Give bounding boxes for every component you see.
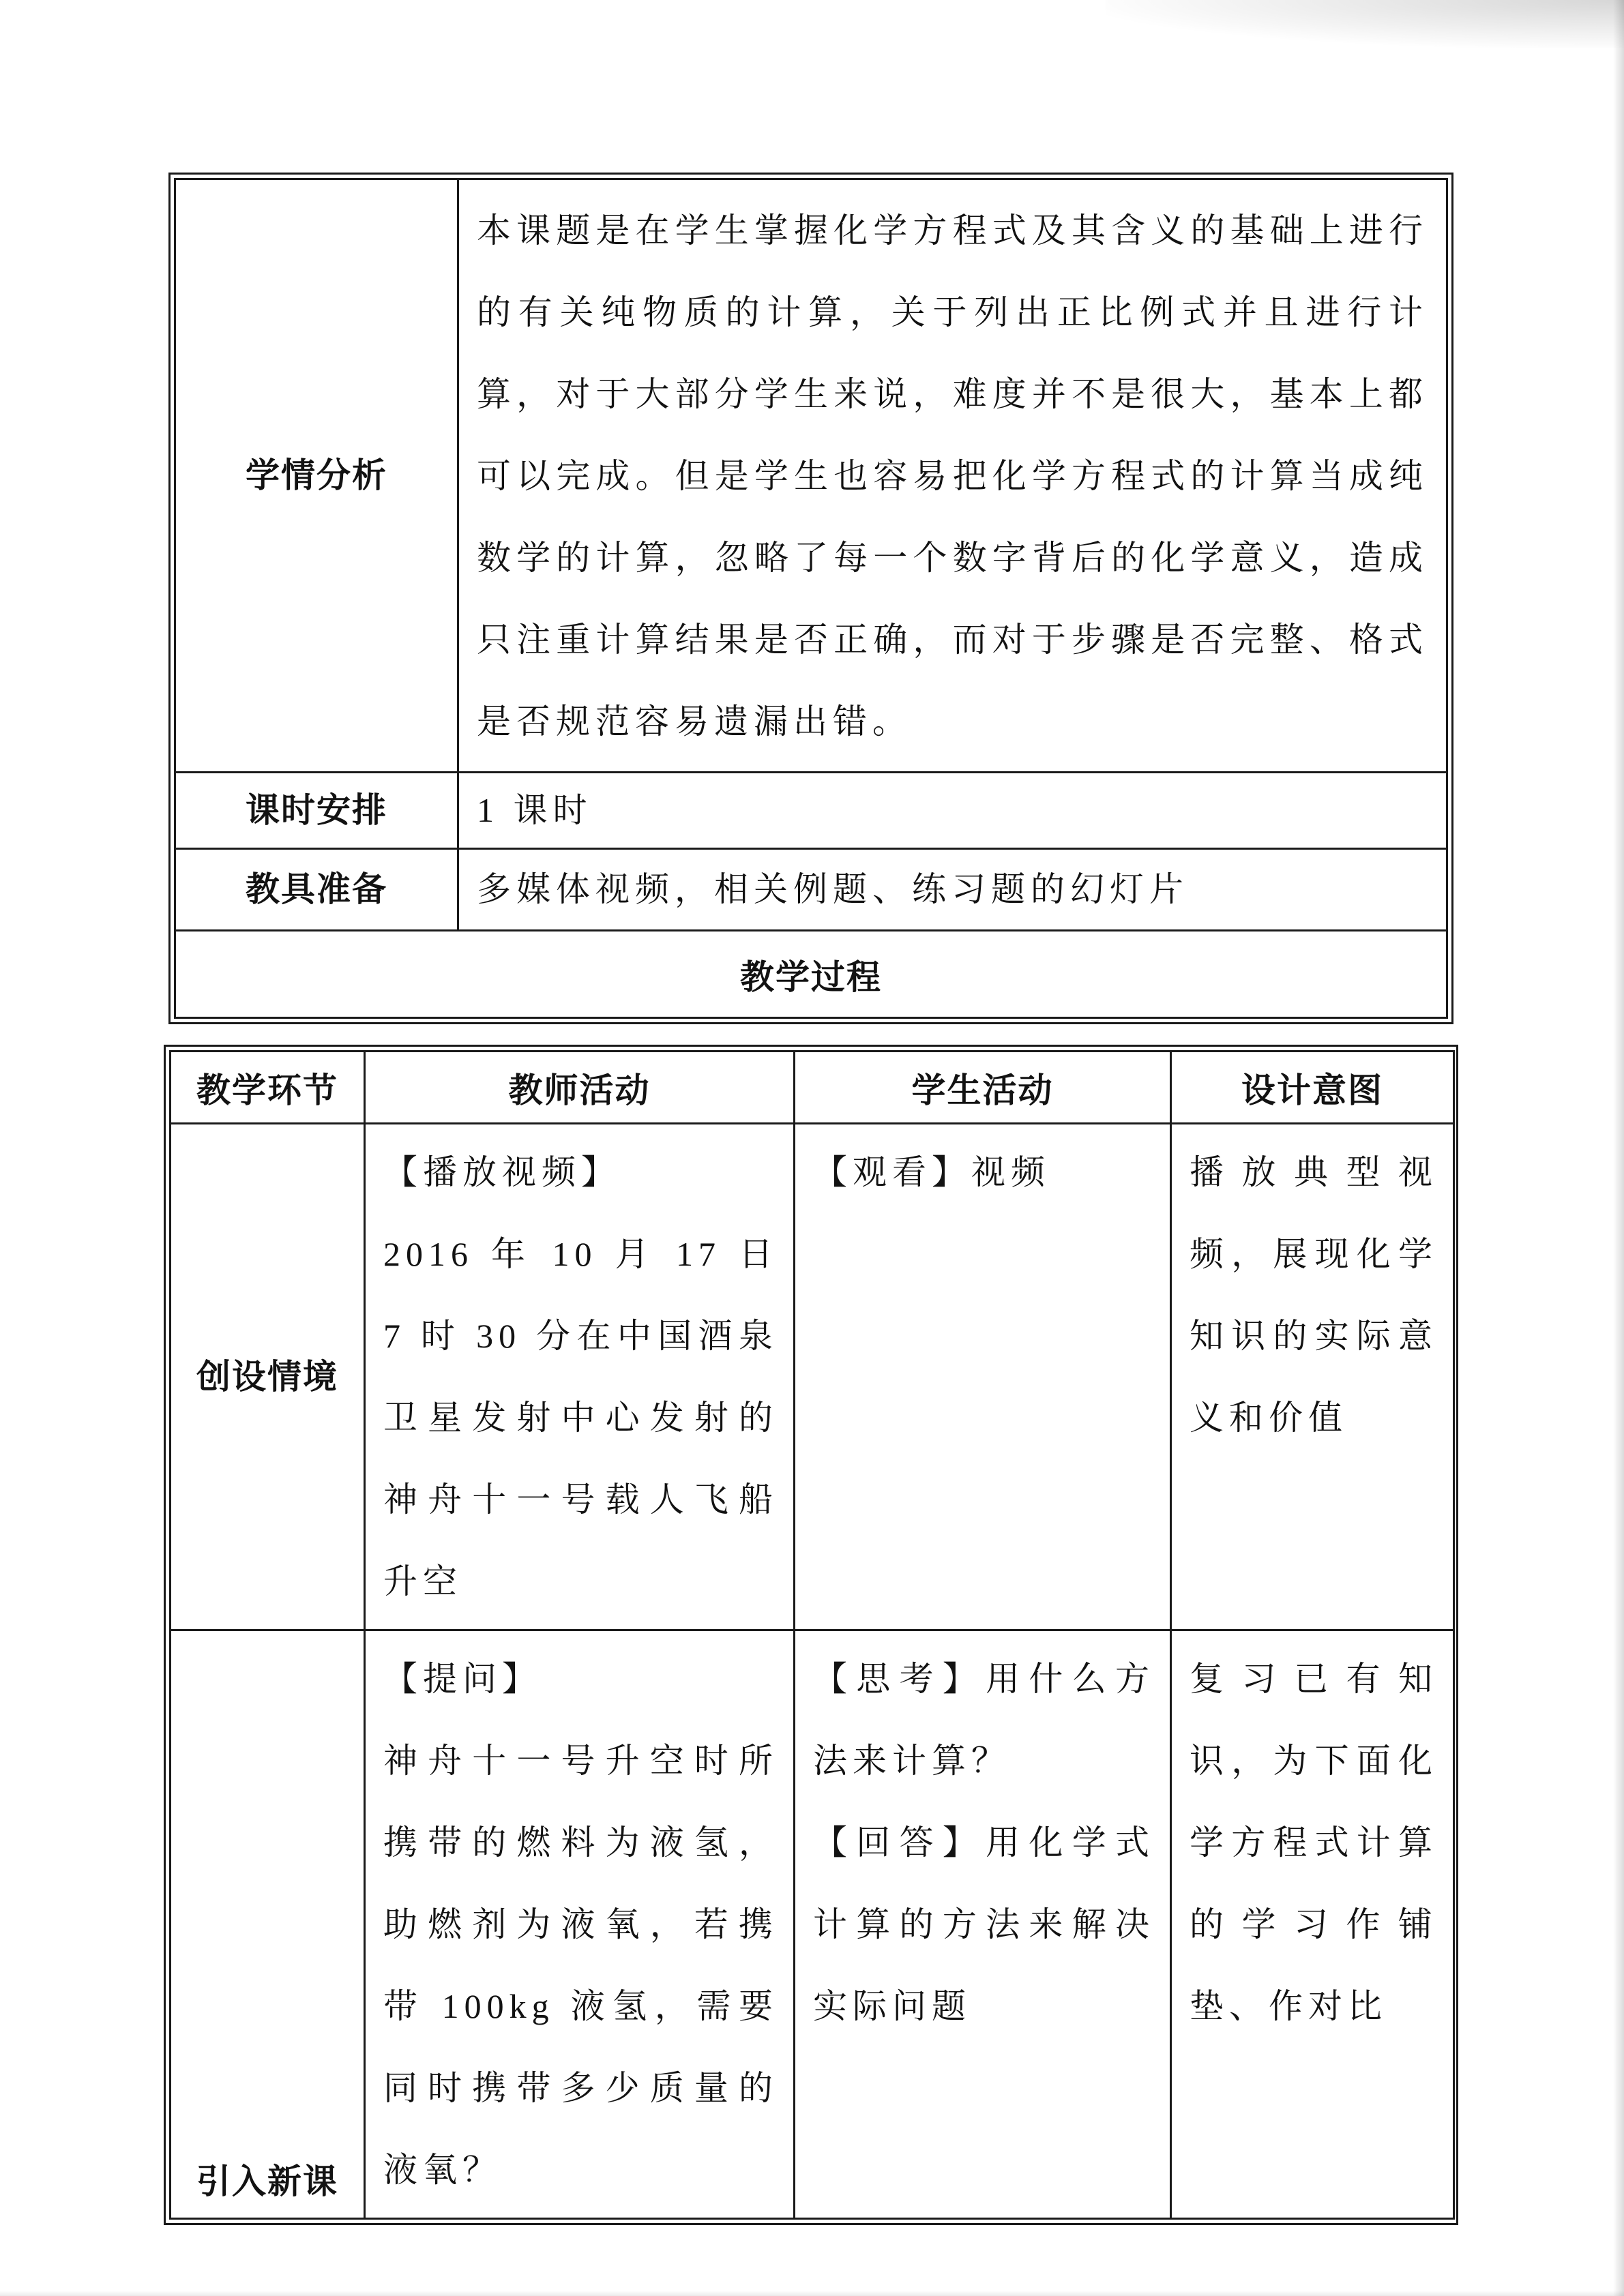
header-stage: 教学环节 (171, 1052, 365, 1124)
materials-label: 教具准备 (175, 849, 458, 931)
process-header-row (171, 1052, 1454, 1124)
stage-label-scene: 创设情境 (171, 1124, 365, 1630)
teaching-process-title: 教学过程 (175, 931, 1447, 1018)
student-activity-intro (795, 1630, 1171, 2219)
student-activity-scene (795, 1124, 1171, 1630)
student-line: 【观看】视频 (813, 1153, 1050, 1191)
process-row-scene (171, 1124, 1454, 1630)
teacher-activity-intro (365, 1630, 795, 2219)
lesson-info-grid (174, 178, 1448, 1019)
schedule-label: 课时安排 (175, 773, 458, 849)
header-student-activity: 学生活动 (795, 1052, 1171, 1124)
table-row-materials (175, 849, 1447, 931)
lesson-info-table (168, 173, 1453, 1024)
materials-content: 多媒体视频，相关例题、练习题的幻灯片 (458, 849, 1447, 931)
header-teacher-activity: 教师活动 (365, 1052, 795, 1124)
teaching-process-table (164, 1045, 1458, 2225)
scan-edge-bottom (0, 2291, 1624, 2296)
analysis-label: 学情分析 (175, 179, 458, 773)
teacher-body-scene: 2016 年 10 月 17 日 7 时 30 分在中国酒泉卫星发射中心发射的神舟十一号载人飞船升空 (383, 1235, 778, 1600)
scan-edge-top-right (1106, 0, 1624, 48)
student-line-answer: 【回答】用化学式计算的方法来解决实际问题 (813, 1823, 1155, 2025)
schedule-content: 1 课时 (458, 773, 1447, 849)
header-design-intent: 设计意图 (1171, 1052, 1454, 1124)
table-row-section-title (175, 931, 1447, 1018)
scan-edge-right (1613, 0, 1624, 2296)
teacher-heading-intro: 【提问】 (383, 1660, 542, 1698)
stage-label-intro: 引入新课 (171, 1630, 365, 2219)
design-intent-intro: 复习已有知识，为下面化学方程式计算的学习作铺垫、作对比 (1171, 1630, 1454, 2219)
teacher-activity-scene (365, 1124, 795, 1630)
process-row-intro (171, 1630, 1454, 2219)
table-row-schedule (175, 773, 1447, 849)
student-line-think: 【思考】用什么方法来计算？ (813, 1660, 1155, 1780)
teacher-body-intro: 神舟十一号升空时所携带的燃料为液氢，助燃剂为液氧，若携带 100kg 液氢，需要同时携带多少质量的液氧？ (383, 1742, 778, 2189)
design-intent-scene: 播放典型视频，展现化学知识的实际意义和价值 (1171, 1124, 1454, 1630)
analysis-content: 本课题是在学生掌握化学方程式及其含义的基础上进行的有关纯物质的计算，关于列出正比例式并且进行计算，对于大部分学生来说，难度并不是很大，基本上都可以完成。但是学生也容易把化学方程式的计算当成纯数学的计算，忽略了每一个数字背后的化学意义，造成只注重计算结果是否正确，而对于步骤是否完整、格式是否规范容易遗漏出错。 (458, 179, 1447, 773)
teaching-process-grid (169, 1050, 1455, 2220)
table-row-analysis (175, 179, 1447, 773)
teacher-heading-scene: 【播放视频】 (383, 1153, 621, 1191)
